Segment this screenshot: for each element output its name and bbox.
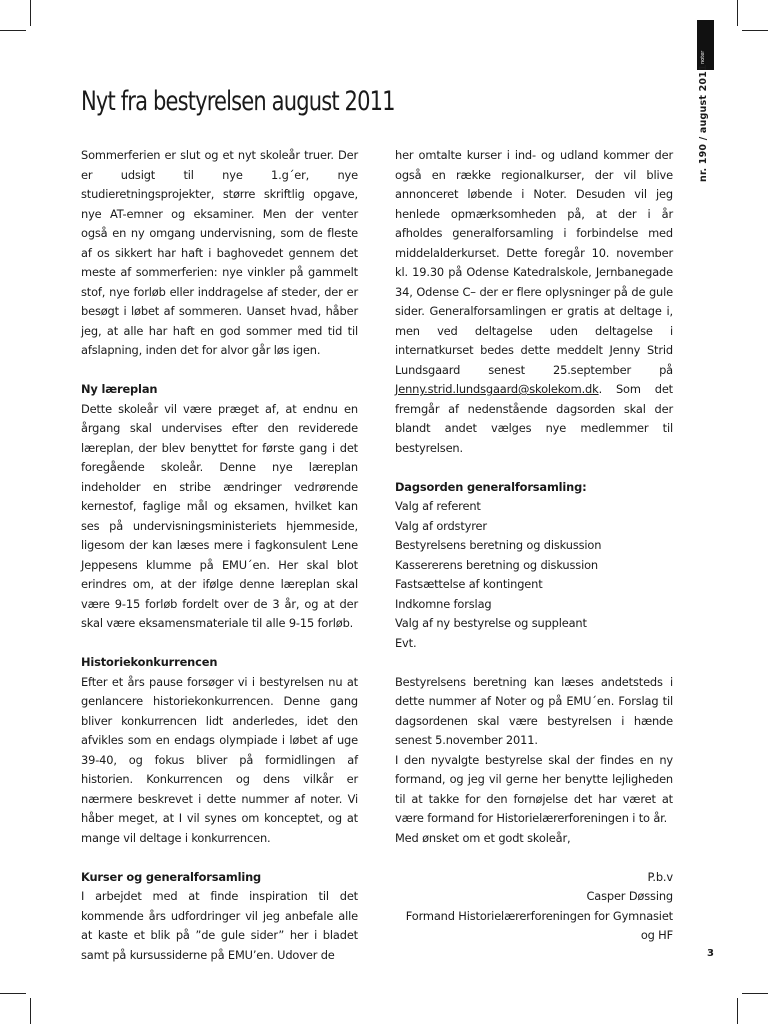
crop-mark [30, 998, 31, 1024]
body-paragraph: Dette skoleår vil være præget af, at endnu en årgang skal undervises efter den reviderede læreplan, der blev benyttet for første gang i det foregående skoleår. Denne nye læreplan indeholder en stribe ændringer vedrørende kernestof, faglige mål og eksamen, hvilket kan ses på undervisningsministeriets hjemmeside, ligesom der kan læses mere i fagkonsulent Lene Jeppesens klumme på EMU´en. Her skal blot erindres om, at der ifølge denne læreplan skal være 9-15 forløb fordelt over de 3 år, og at der skal være eksamensmateriale til alle 9-15 forløb. [81, 401, 358, 630]
agenda-item: Valg af ny bestyrelse og suppleant [395, 616, 587, 630]
agenda-item: Evt. [395, 635, 417, 650]
body-paragraph: I arbejdet med at finde inspiration til det kommende års udfordringer vil jeg anbefale alle at kaste et blik på ”de gule sider” her i bladet samt på kursussiderne på EMU’en. Udover de [81, 889, 358, 962]
agenda-item: Fastsættelse af kontingent [395, 577, 543, 591]
signature-line: P.b.v [647, 869, 673, 884]
page-title: Nyt fra bestyrelsen august 2011 [81, 86, 395, 117]
side-tab-label: noter [700, 50, 706, 64]
issue-label: nr. 190 / august 2011 [698, 64, 709, 182]
left-column [81, 146, 358, 965]
agenda-item: Bestyrelsens beretning og diskussion [395, 538, 602, 552]
crop-mark [0, 30, 26, 31]
body-paragraph [395, 146, 673, 458]
text-span: . Som det fremgår af nedenstående dagsorden skal der blandt andet vælges nye medlemmer til bestyrelsen. [395, 382, 673, 455]
crop-mark [742, 993, 768, 994]
email-link[interactable]: Jenny.strid.lundsgaard@skolekom.dk [395, 382, 599, 396]
signature-title: Formand Historielærerforeningen for Gymnasiet og HF [405, 908, 673, 942]
side-tab [697, 20, 714, 70]
crop-mark [737, 998, 738, 1024]
agenda-item: Kassererens beretning og diskussion [395, 557, 598, 572]
body-paragraph: I den nyvalgte bestyrelse skal der findes en ny formand, og jeg vil gerne her benytte lejligheden til at takke for den fornøjelse det har været at være formand for Historielærerforeningen i to år. [395, 752, 673, 825]
body-paragraph: Efter et års pause forsøger vi i bestyrelsen nu at genlancere historiekonkurrencen. Denne gang bliver konkurrencen lidt anderledes, idet den afvikles som en endags olympiade i løbet af uge 39-40, og fokus bliver på formidlingen af historien. Konkurrencen og dens vilkår er nærmere beskrevet i dette nummer af noter. Vi håber meget, at I vil synes om konceptet, og at mange vil deltage i konkurrencen. [81, 674, 358, 845]
section-heading: Historiekonkurrencen [81, 655, 218, 669]
crop-mark [742, 30, 768, 31]
agenda-item: Indkomne forslag [395, 596, 492, 611]
signature-name: Casper Døssing [586, 889, 673, 903]
body-paragraph: Bestyrelsens beretning kan læses andetsteds i dette nummer af Noter og på EMU´en. Forslag til dagsordenen skal være bestyrelsen i hænde senest 5.november 2011. [395, 674, 673, 747]
crop-mark [30, 0, 31, 26]
closing-line: Med ønsket om et godt skoleår, [395, 830, 571, 845]
section-heading: Ny læreplan [81, 382, 158, 396]
crop-mark [0, 993, 26, 994]
agenda-item: Valg af ordstyrer [395, 518, 487, 533]
section-heading: Kurser og generalforsamling [81, 869, 262, 884]
right-column [395, 146, 673, 946]
agenda-item: Valg af referent [395, 499, 481, 513]
intro-paragraph: Sommerferien er slut og et nyt skoleår truer. Der er udsigt til nye 1.g´er, nye studieretningsprojekter, større skriftlig opgave, nye AT-emner og eksaminer. Men der venter også en ny omgang undervisning, som de fleste af os sikkert har haft i baghovedet gennem det meste af sommerferien: nye vinkler på gammelt stof, nye forløb eller inddragelse af steder, der er besøgt i løbet af sommeren. Uanset hvad, håber jeg, at alle har haft en god sommer med tid til afslapning, inden det for alvor går løs igen. [81, 148, 358, 357]
page-number: 3 [707, 948, 714, 959]
text-span: her omtalte kurser i ind- og udland kommer der også en række regionalkurser, der vil blive annonceret løbende i Noter. Desuden vil jeg henlede opmærksomheden på, at der i år afholdes generalforsamling i forbindelse med middelalderkurset. Dette foregår 10. november kl. 19.30 på Odense Katedralskole, Jernbanegade 34, Odense C– der er flere oplysninger på de gule sider. Generalforsamlingen er gratis at deltage i, men ved deltagelse uden deltagelse i internatkurset bedes dette meddelt Jenny Strid Lundsgaard senest 25.september på [395, 148, 673, 377]
agenda-heading: Dagsorden generalforsamling: [395, 479, 587, 494]
crop-mark [737, 0, 738, 26]
